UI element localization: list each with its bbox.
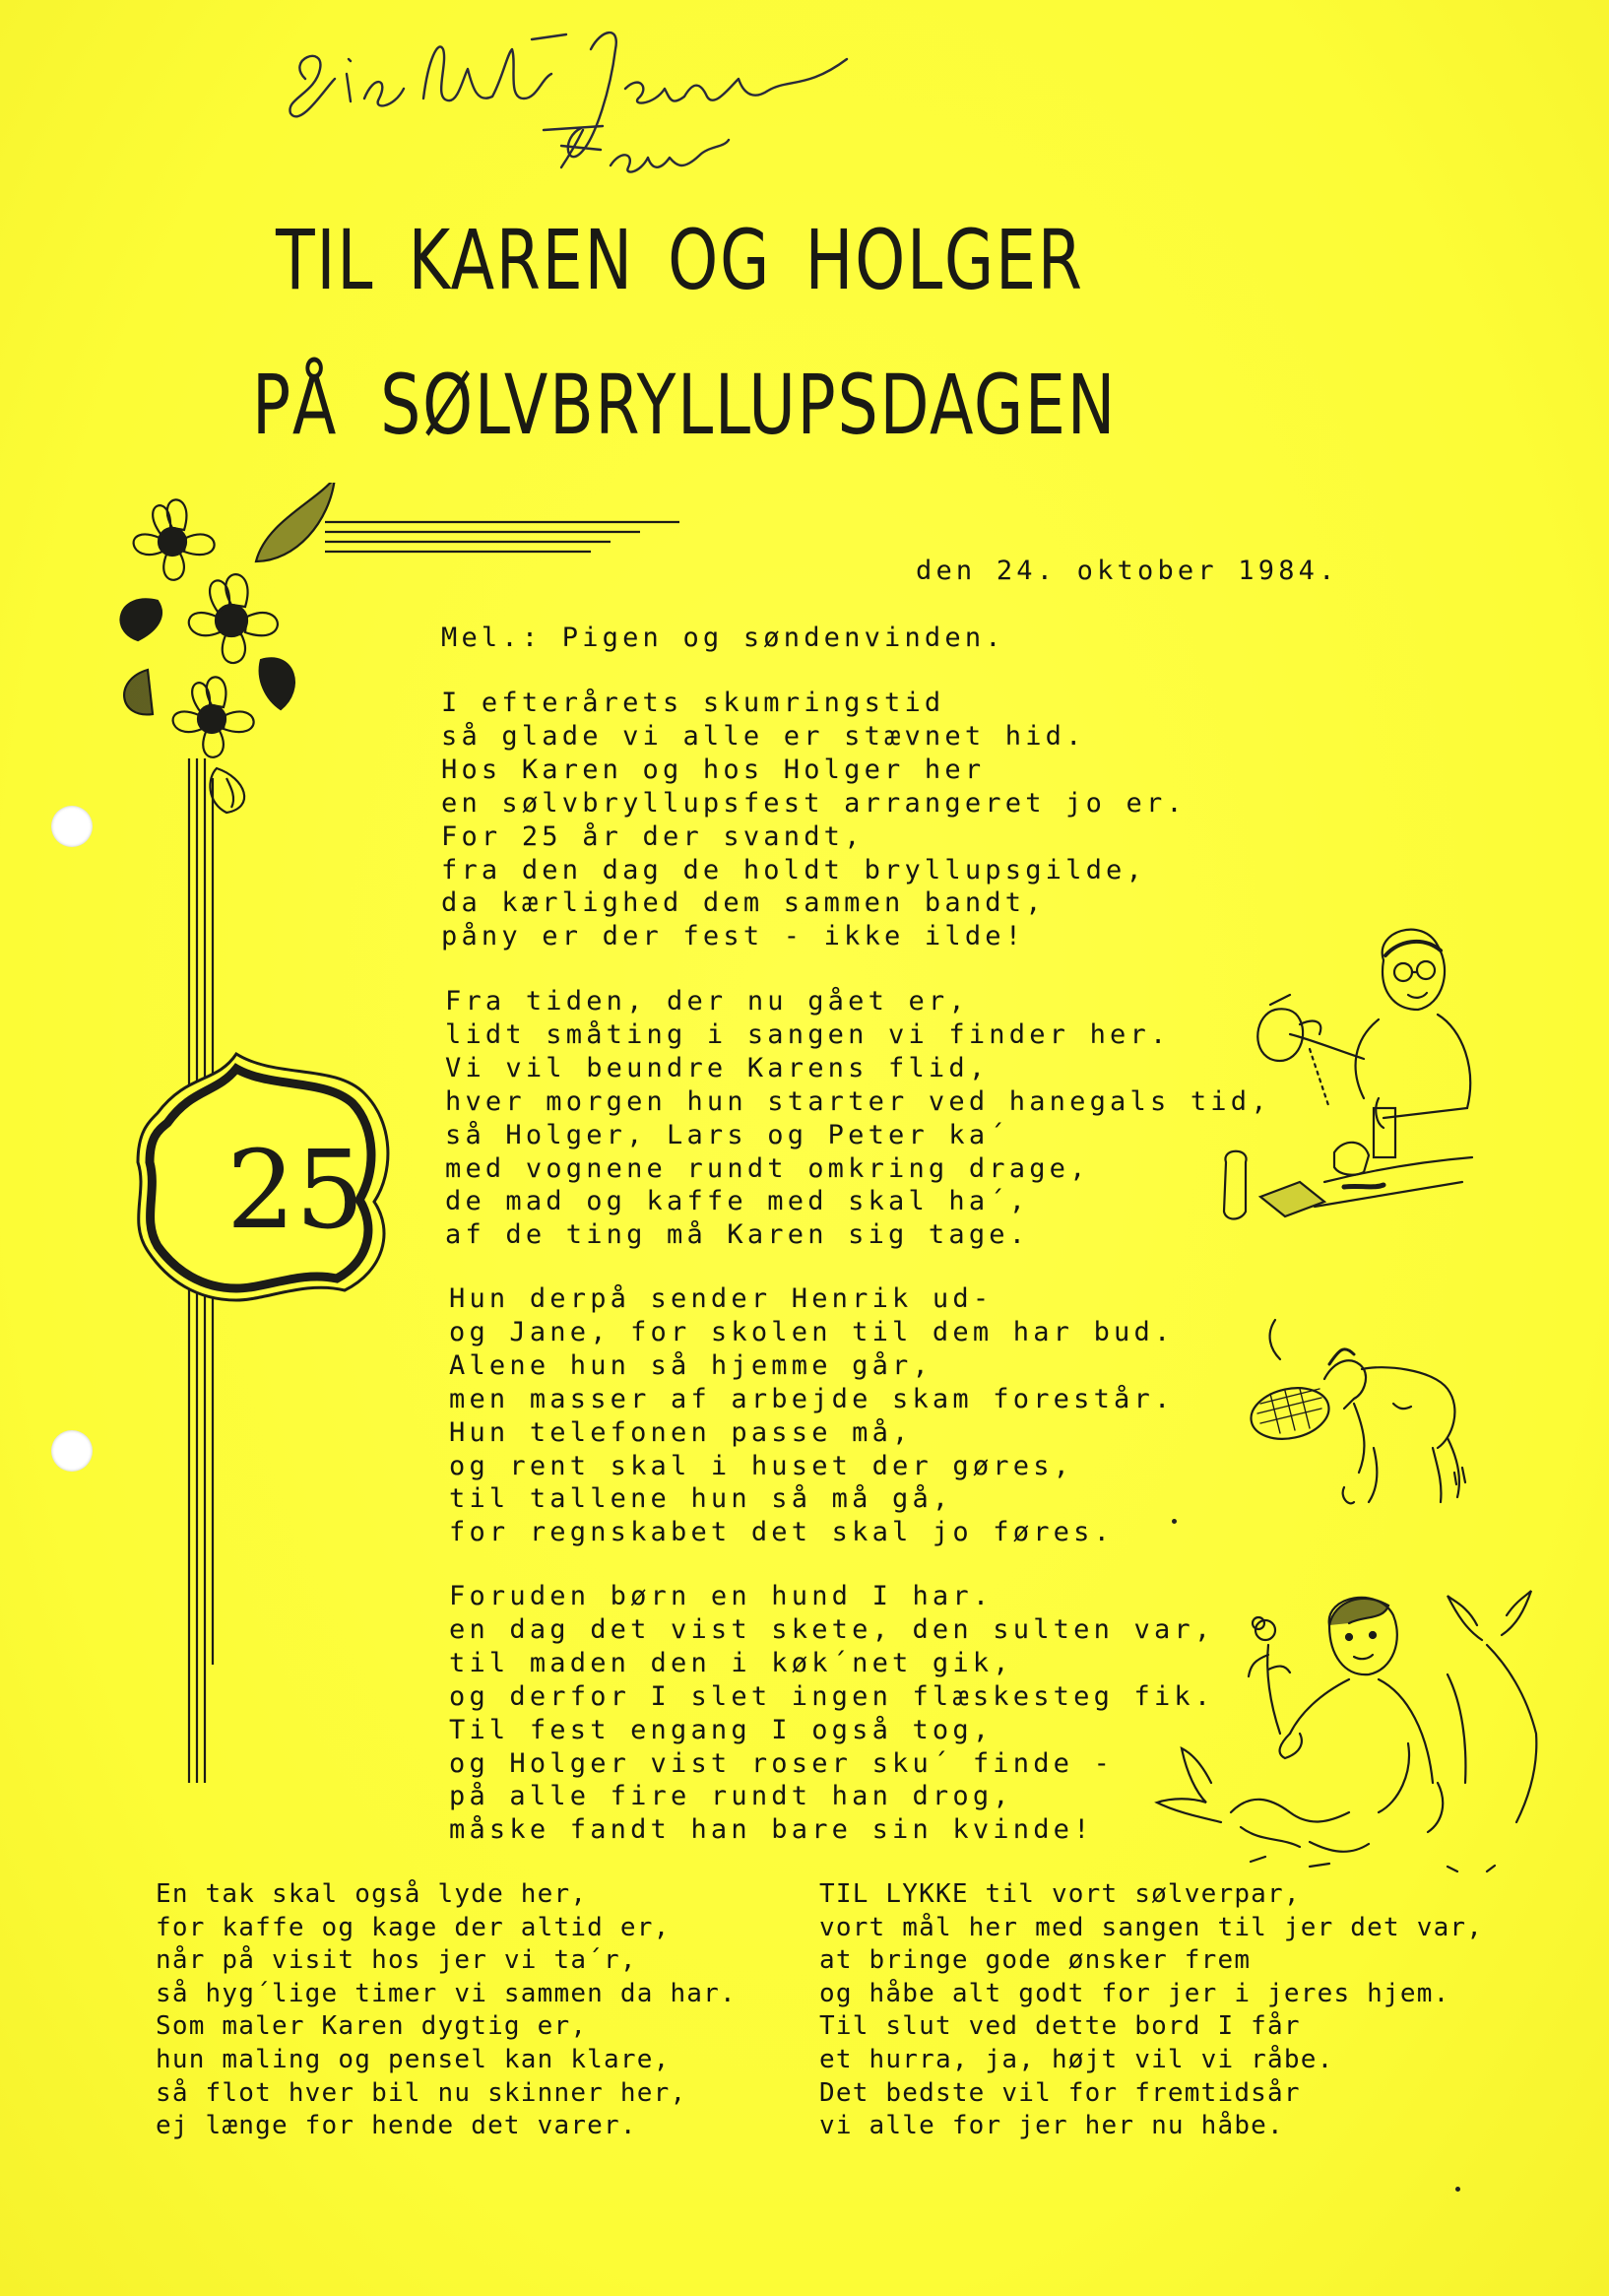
verse-line: men masser af arbejde skam forestår. [449, 1383, 1175, 1414]
verse-line: vort mål her med sangen til jer det var, [819, 1912, 1484, 1942]
verse-line: påny er der fest - ikke ilde! [441, 921, 1026, 952]
verse-line: Fra tiden, der nu gået er, [445, 986, 969, 1017]
verse-line: I efterårets skumringstid [441, 688, 945, 718]
title-line-2: PÅ SØLVBRYLLUPSDAGEN [252, 357, 1118, 453]
handwritten-note [266, 20, 955, 207]
verse-line: en sølvbryllupsfest arrangeret jo er. [441, 787, 1187, 819]
date-line: den 24. oktober 1984. [916, 556, 1339, 586]
boy-with-flower-drawing [1152, 1586, 1546, 1881]
verse-6 [819, 1878, 1483, 2143]
verse-line: de mad og kaffe med skal ha´, [445, 1186, 1030, 1217]
verse-line: og derfor I slet ingen flæskesteg fik. [449, 1680, 1215, 1712]
punch-hole-top [51, 806, 93, 847]
verse-line: en dag det vist skete, den sulten var, [449, 1613, 1215, 1645]
verse-line: hun maling og pensel kan klare, [156, 2044, 671, 2074]
verse-line: så glade vi alle er stævnet hid. [441, 720, 1086, 752]
stray-dot [1172, 1519, 1177, 1524]
verse-2 [445, 985, 1271, 1252]
verse-line: så hyg´lige timer vi sammen da har. [156, 1978, 737, 2008]
verse-line: på alle fire rundt han drog, [449, 1781, 1013, 1812]
verse-line: til maden den i køk´net gik, [449, 1647, 1013, 1678]
verse-5 [156, 1878, 737, 2143]
verse-4 [449, 1580, 1214, 1847]
verse-line: når på visit hos jer vi ta´r, [156, 1945, 637, 1976]
verse-line: Hun derpå sender Henrik ud- [449, 1283, 994, 1314]
verse-line: for kaffe og kage der altid er, [156, 1912, 671, 1942]
verse-1 [441, 687, 1187, 953]
verse-line: et hurra, ja, højt vil vi råbe. [819, 2044, 1334, 2074]
verse-line: og Jane, for skolen til dem har bud. [449, 1316, 1175, 1347]
verse-line: da kærlighed dem sammen bandt, [441, 887, 1046, 919]
woman-pouring-coffee-drawing [1216, 911, 1482, 1226]
punch-hole-bottom [51, 1430, 93, 1472]
verse-line: at bringe gode ønsker frem [819, 1945, 1252, 1976]
dog-with-basket-drawing [1246, 1310, 1472, 1537]
verse-line: vi alle for jer her nu håbe. [819, 2111, 1284, 2141]
stray-dot [1455, 2187, 1460, 2192]
verse-3 [449, 1282, 1174, 1549]
verse-line: Til fest engang I også tog, [449, 1714, 994, 1745]
verse-line: Hun telefonen passe må, [449, 1416, 913, 1448]
verse-line: så flot hver bil nu skinner her, [156, 2077, 687, 2108]
verse-line: ej længe for hende det varer. [156, 2111, 637, 2141]
verse-line: hver morgen hun starter ved hanegals tid, [445, 1085, 1271, 1117]
verse-line: og Holger vist roser sku´ finde - [449, 1747, 1115, 1779]
verse-line: Som maler Karen dygtig er, [156, 2011, 588, 2042]
verse-line: med vognene rundt omkring drage, [445, 1152, 1090, 1184]
verse-line: fra den dag de holdt bryllupsgilde, [441, 854, 1146, 886]
verse-line: Foruden børn en hund I har. [449, 1581, 994, 1611]
verse-line: og håbe alt godt for jer i jeres hjem. [819, 1978, 1450, 2008]
verse-line: Alene hun så hjemme går, [449, 1349, 933, 1381]
verse-line: Det bedste vil for fremtidsår [819, 2077, 1301, 2108]
verse-line: Vi vil beundre Karens flid, [445, 1052, 990, 1083]
verse-line: så Holger, Lars og Peter ka´ [445, 1119, 1009, 1150]
verse-line: Til slut ved dette bord I får [819, 2011, 1301, 2042]
verse-line: måske fandt han bare sin kvinde! [449, 1814, 1094, 1846]
verse-line: TIL LYKKE til vort sølverpar, [819, 1879, 1301, 1909]
melody-line: Mel.: Pigen og søndenvinden. [441, 623, 1005, 653]
verse-line: til tallene hun så må gå, [449, 1483, 953, 1515]
verse-line: for regnskabet det skal jo føres. [449, 1517, 1115, 1548]
verse-line: En tak skal også lyde her, [156, 1879, 588, 1909]
verse-line: For 25 år der svandt, [441, 820, 865, 852]
verse-line: lidt småting i sangen vi finder her. [445, 1018, 1171, 1050]
badge-25-number: 25 [226, 1127, 364, 1253]
verse-line: Hos Karen og hos Holger her [441, 754, 986, 785]
verse-line: og rent skal i huset der gøres, [449, 1450, 1074, 1481]
title-line-1: TIL KAREN OG HOLGER [276, 212, 1084, 308]
verse-line: af de ting må Karen sig tage. [445, 1219, 1030, 1251]
